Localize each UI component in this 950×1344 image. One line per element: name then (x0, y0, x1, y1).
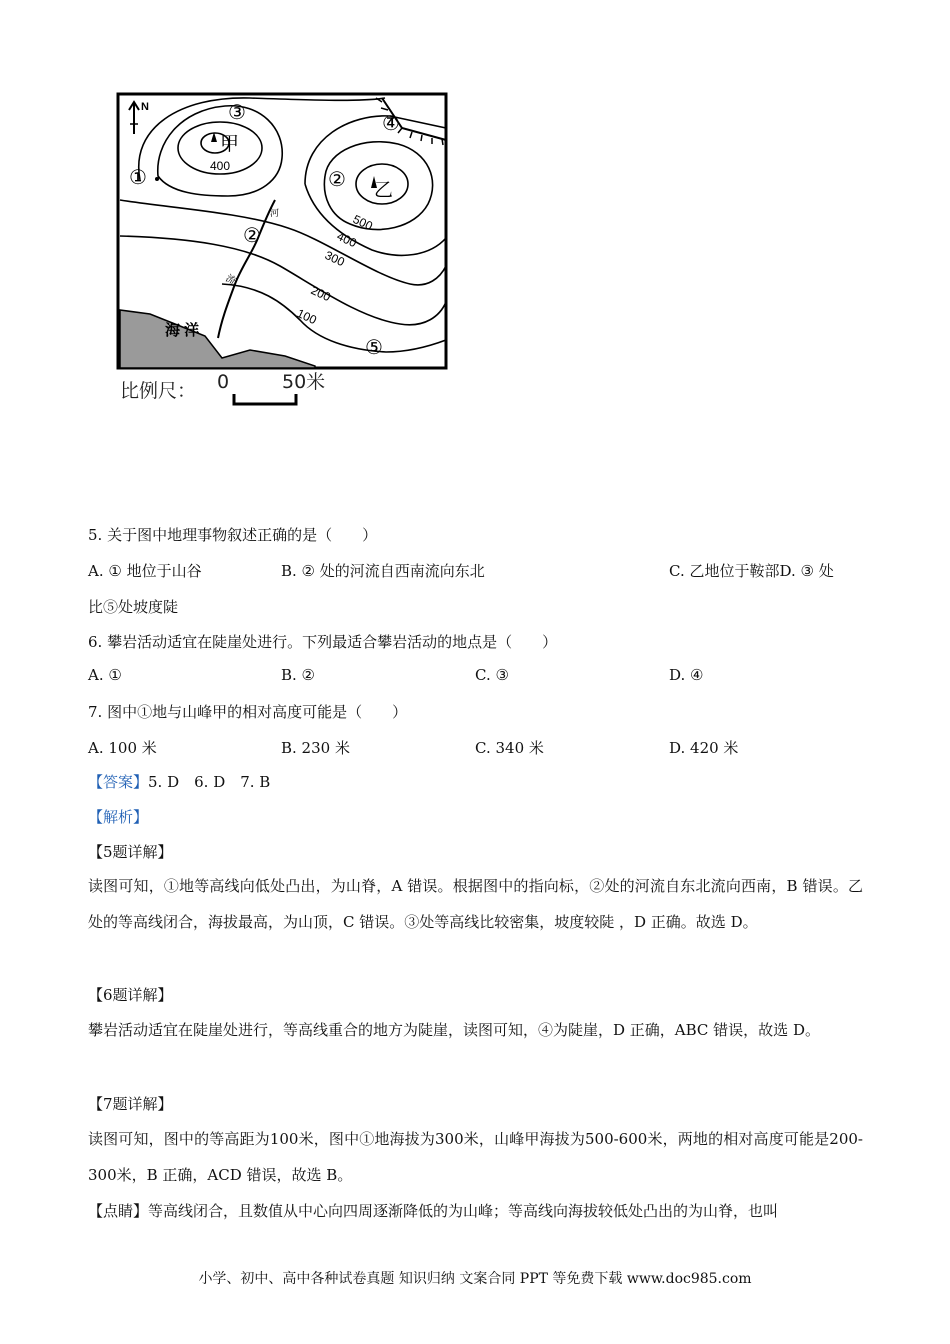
question-7-options (88, 737, 868, 757)
answer-text: 5. D 6. D 7. B (148, 773, 271, 791)
detail-6-title: 【6题详解】 (88, 986, 173, 1004)
option-b: B. ② 处的河流自西南流向东北 (281, 562, 485, 580)
answer-tag: 【答案】 (88, 773, 149, 791)
analysis-heading: 【解析】 (88, 808, 149, 826)
river-label: 流 (223, 273, 238, 288)
tip-body: 等高线闭合，且数值从中心向四周逐渐降低的为山峰；等高线向海拔较低处凸出的为山脊，也叫 (148, 1202, 779, 1220)
point-label-3: ③ (228, 100, 246, 124)
question-5-options (88, 560, 868, 580)
detail-5-body: 读图可知，①地等高线向低处凸出，为山脊，A 错误。根据图中的指向标，②处的河流自东北流向西南，B 错误。乙处的等高线闭合，海拔最高，为山顶，C 错误。③处等高线比较密集，坡度较陡 ，D 正确。故选 D。 (88, 877, 863, 931)
option-d: D. 420 米 (669, 739, 739, 757)
peak-label-jia: 甲 (220, 133, 240, 155)
contour-map (110, 88, 460, 418)
option-d: D. ④ (669, 666, 704, 684)
scale-zero: 0 (217, 371, 230, 393)
answer-line (88, 772, 868, 792)
question-5-stem: 5. 关于图中地理事物叙述正确的是（ ） (88, 526, 378, 544)
detail-7-title: 【7题详解】 (88, 1095, 173, 1113)
contour-value: 300 (322, 248, 347, 270)
option-a: A. ① 地位于山谷 (88, 562, 202, 580)
option-a: A. 100 米 (88, 739, 157, 757)
contour-value: 200 (308, 283, 333, 305)
detail-7-body: 读图可知，图中的等高距为100米，图中①地海拔为300米，山峰甲海拔为500-600米，两地的相对高度可能是200-300米，B 正确，ACD 错误，故选 B。 (88, 1130, 863, 1184)
option-b: B. ② (281, 666, 316, 684)
option-c: C. ③ (475, 666, 509, 684)
point-label-1: ① (129, 165, 147, 189)
detail-6-body: 攀岩活动适宜在陡崖处进行，等高线重合的地方为陡崖，读图可知，④为陡崖，D 正确，ABC 错误，故选 D。 (88, 1021, 820, 1039)
contour-value: 400 (210, 159, 231, 173)
point-label-2: ② (243, 223, 261, 247)
page-footer: 小学、初中、高中各种试卷真题 知识归纳 文案合同 PPT 等免费下载 www.doc985.com (198, 1271, 752, 1287)
scale-bar (234, 394, 296, 404)
contour-value: 400 (334, 229, 359, 251)
north-label: N (141, 101, 149, 113)
option-b: B. 230 米 (281, 739, 350, 757)
option-c-d: C. 乙地位于鞍部D. ③ 处 (669, 562, 834, 580)
question-6-stem: 6. 攀岩活动适宜在陡崖处进行。下列最适合攀岩活动的地点是（ ） (88, 633, 558, 651)
scale-end: 50米 (282, 371, 326, 393)
scale-label: 比例尺： (120, 380, 197, 402)
point-dot (155, 177, 159, 181)
point-label-5: ⑤ (365, 335, 383, 359)
question-5-continuation: 比⑤处坡度陡 (88, 598, 179, 616)
question-6-options (88, 666, 868, 686)
contour-value: 500 (350, 212, 375, 234)
peak-label-yi: 乙 (374, 179, 394, 201)
tip-line (88, 1201, 868, 1221)
option-a: A. ① (88, 666, 122, 684)
sea-label: 海 洋 (165, 322, 200, 339)
river-label: 河 (270, 208, 280, 218)
contour-value: 100 (294, 306, 319, 328)
detail-5-title: 【5题详解】 (88, 843, 173, 861)
option-c: C. 340 米 (475, 739, 544, 757)
point-label-2: ② (328, 167, 346, 191)
point-label-4: ④ (382, 111, 400, 135)
question-7-stem: 7. 图中①地与山峰甲的相对高度可能是（ ） (88, 703, 408, 721)
tip-tag: 【点睛】 (88, 1202, 149, 1220)
